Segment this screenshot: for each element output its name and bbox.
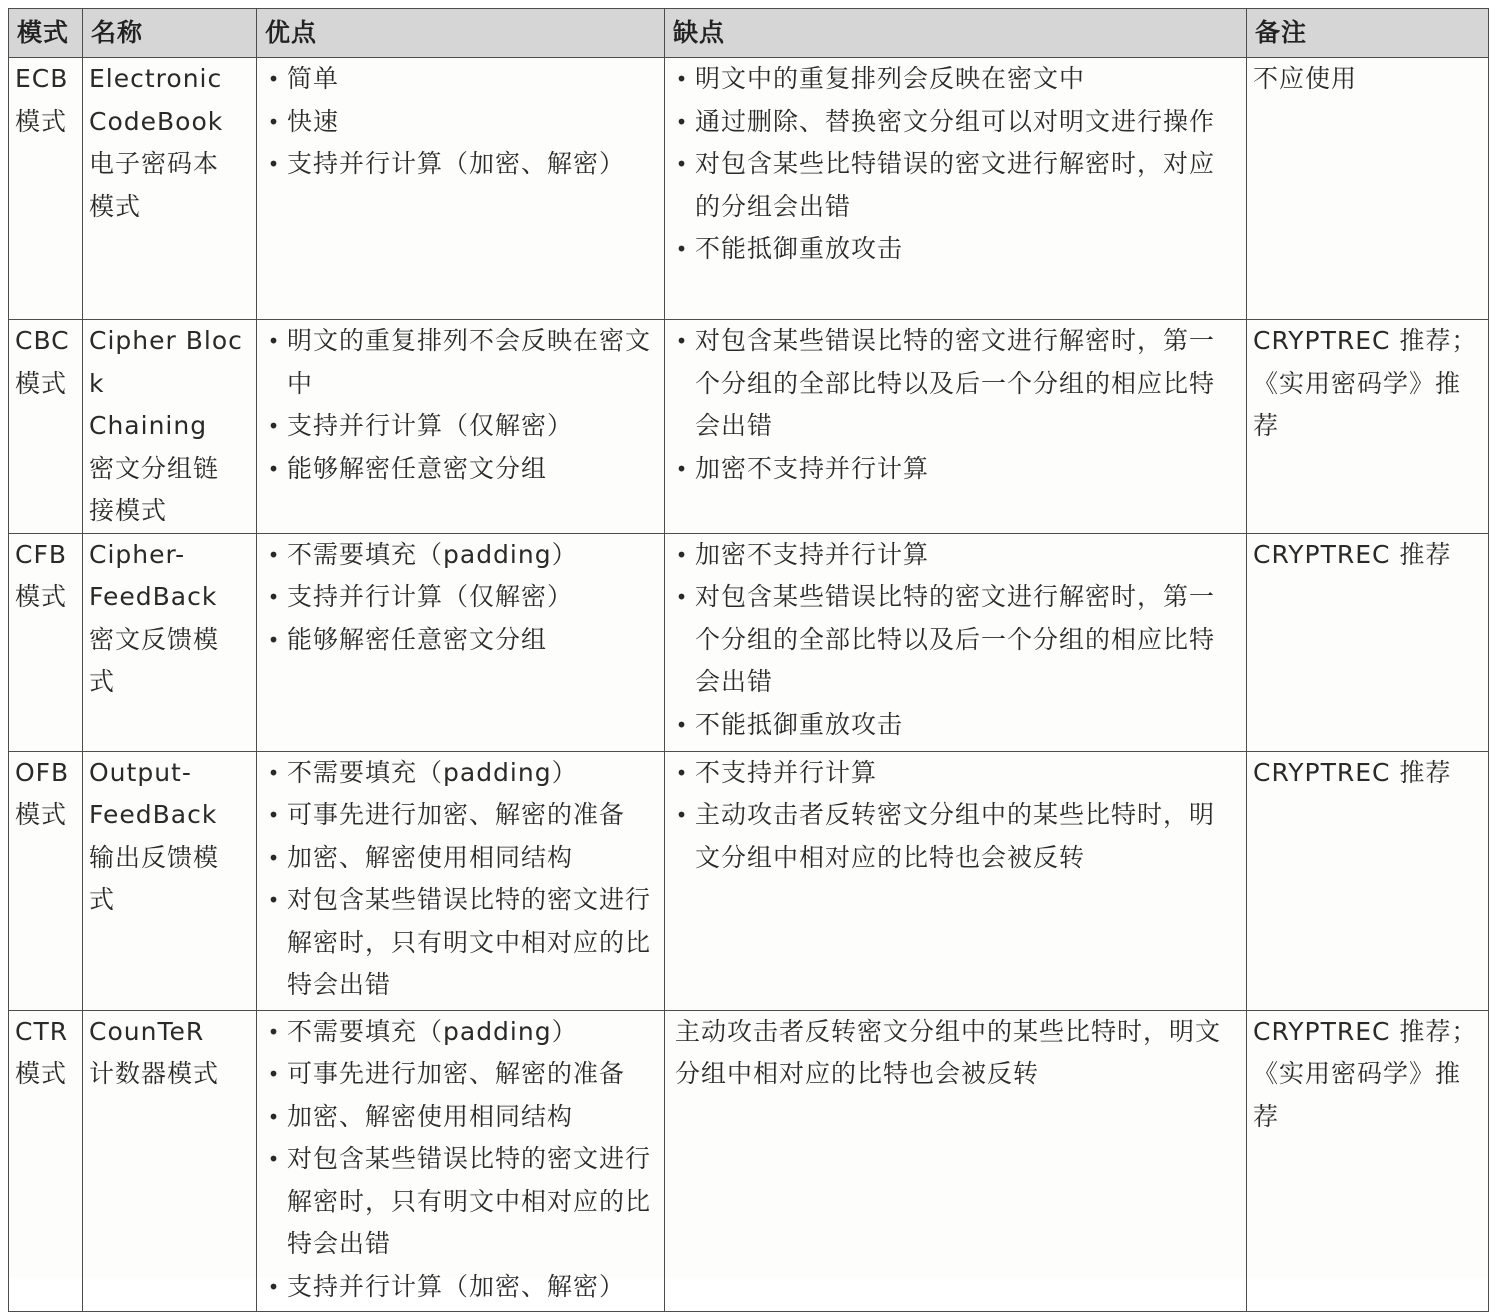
mode-cell (9, 320, 83, 534)
bullet-icon: • (267, 627, 281, 652)
mode-suffix: 模式 (15, 106, 68, 136)
bullet-icon: • (267, 760, 281, 785)
name-line: 式 (89, 667, 116, 696)
bullet-icon: • (267, 67, 281, 91)
cons-cell (665, 320, 1247, 534)
header-cons: 缺点 (665, 9, 1247, 58)
bullet-icon: • (675, 237, 689, 261)
name-line: 模式 (89, 191, 142, 221)
mode-suffix: 模式 (15, 800, 68, 829)
name-line: CodeBook (89, 106, 224, 136)
cons-item: • 不能抵御重放攻击 (671, 228, 1240, 271)
name-line: 输出反馈模 (89, 842, 220, 872)
mode-code: CBC (15, 326, 70, 355)
name-line: Output- (89, 757, 192, 787)
pros-item: • 支持并行计算（仅解密） (263, 576, 658, 619)
block-cipher-modes-table (8, 8, 1489, 1312)
pros-item: • 可事先进行加密、解密的准备 (263, 1053, 658, 1096)
table-row-ctr (9, 1010, 1489, 1311)
cons-item: • 不支持并行计算 (671, 752, 1240, 795)
bullet-icon: • (267, 414, 281, 438)
mode-suffix: 模式 (15, 368, 68, 398)
bullet-icon: • (267, 845, 281, 870)
pros-item: • 简单 (263, 58, 658, 101)
bullet-icon: • (675, 712, 689, 737)
note-cell: CRYPTREC 推荐 (1247, 751, 1489, 1010)
bullet-icon: • (267, 1019, 281, 1044)
pros-cell (257, 58, 665, 320)
bullet-icon: • (267, 1062, 281, 1086)
mode-code: ECB (15, 64, 69, 93)
cons-cell: 主动攻击者反转密文分组中的某些比特时，明文分组中相对应的比特也会被反转 (665, 1010, 1247, 1311)
table-row-ecb (9, 58, 1489, 320)
pros-item: • 加密、解密使用相同结构 (263, 1096, 658, 1139)
pros-item: • 不需要填充（padding） (263, 534, 658, 577)
pros-item: • 对包含某些错误比特的密文进行解密时，只有明文中相对应的比特会出错 (263, 1138, 658, 1266)
cons-list (671, 58, 1240, 271)
cons-item: • 加密不支持并行计算 (671, 534, 1240, 577)
name-cell (83, 320, 257, 534)
pros-item: • 支持并行计算（加密、解密） (263, 1266, 658, 1309)
table-row-cbc (9, 320, 1489, 534)
mode-cell (9, 1010, 83, 1311)
bullet-icon: • (267, 329, 281, 353)
header-note: 备注 (1247, 9, 1489, 58)
name-cell (83, 751, 257, 1010)
pros-item: • 能够解密任意密文分组 (263, 448, 658, 491)
cons-item: • 加密不支持并行计算 (671, 448, 1240, 491)
bullet-icon: • (267, 1147, 281, 1171)
cons-cell (665, 533, 1247, 751)
name-line: 式 (89, 885, 116, 914)
mode-code: CFB (15, 539, 67, 569)
pros-list (263, 320, 658, 490)
pros-item: • 不需要填充（padding） (263, 1011, 658, 1054)
name-line: Chaining (89, 411, 208, 440)
cons-list (671, 320, 1240, 490)
bullet-icon: • (675, 542, 689, 567)
name-line: Cipher- (89, 539, 186, 569)
pros-cell (257, 751, 665, 1010)
name-line: Cipher Block (89, 326, 243, 398)
mode-cell (9, 751, 83, 1010)
cons-cell (665, 751, 1247, 1010)
name-line: 密文分组链 (89, 453, 220, 483)
bullet-icon: • (267, 152, 281, 176)
cons-item: • 对包含某些错误比特的密文进行解密时，第一个分组的全部比特以及后一个分组的相应比特会出错 (671, 320, 1240, 448)
name-line: 接模式 (89, 496, 168, 525)
name-cell (83, 58, 257, 320)
pros-item: • 快速 (263, 101, 658, 144)
header-mode: 模式 (9, 9, 83, 58)
cons-item: • 明文中的重复排列会反映在密文中 (671, 58, 1240, 101)
name-cell (83, 1010, 257, 1311)
table-row-cfb (9, 533, 1489, 751)
bullet-icon: • (675, 803, 689, 827)
cons-cell (665, 58, 1247, 320)
pros-item: • 对包含某些错误比特的密文进行解密时，只有明文中相对应的比特会出错 (263, 879, 658, 1007)
cons-item: • 不能抵御重放攻击 (671, 704, 1240, 747)
pros-cell (257, 533, 665, 751)
note-cell: CRYPTREC 推荐；《实用密码学》推荐 (1247, 1010, 1489, 1311)
cons-list (671, 534, 1240, 747)
name-line: 密文反馈模 (89, 624, 220, 654)
bullet-icon: • (675, 760, 689, 785)
mode-suffix: 模式 (15, 582, 68, 611)
note-cell: CRYPTREC 推荐；《实用密码学》推荐 (1247, 320, 1489, 534)
bullet-icon: • (267, 109, 281, 134)
pros-list (263, 534, 658, 662)
name-line: FeedBack (89, 800, 218, 829)
pros-list (263, 752, 658, 1007)
bullet-icon: • (267, 542, 281, 567)
mode-cell (9, 533, 83, 751)
pros-item: • 不需要填充（padding） (263, 752, 658, 795)
name-line: FeedBack (89, 582, 218, 611)
pros-item: • 加密、解密使用相同结构 (263, 837, 658, 880)
pros-item: • 支持并行计算（加密、解密） (263, 143, 658, 186)
bullet-icon: • (675, 456, 689, 481)
bullet-icon: • (267, 1104, 281, 1129)
mode-suffix: 模式 (15, 1059, 68, 1088)
pros-item: • 能够解密任意密文分组 (263, 619, 658, 662)
pros-list (263, 1011, 658, 1309)
bullet-icon: • (675, 109, 689, 134)
header-pros: 优点 (257, 9, 665, 58)
bullet-icon: • (267, 456, 281, 481)
cons-item: • 主动攻击者反转密文分组中的某些比特时，明文分组中相对应的比特也会被反转 (671, 794, 1240, 879)
cons-item: • 对包含某些错误比特的密文进行解密时，第一个分组的全部比特以及后一个分组的相应比特会出错 (671, 576, 1240, 704)
name-line: 电子密码本 (89, 149, 220, 178)
cons-item: • 通过删除、替换密文分组可以对明文进行操作 (671, 101, 1240, 144)
cons-item: • 对包含某些比特错误的密文进行解密时，对应的分组会出错 (671, 143, 1240, 228)
pros-cell (257, 320, 665, 534)
header-row (9, 9, 1489, 58)
name-cell (83, 533, 257, 751)
bullet-icon: • (267, 585, 281, 609)
pros-cell (257, 1010, 665, 1311)
name-line: Electronic (89, 64, 223, 93)
mode-code: CTR (15, 1016, 69, 1046)
pros-item: • 可事先进行加密、解密的准备 (263, 794, 658, 837)
pros-item: • 明文的重复排列不会反映在密文中 (263, 320, 658, 405)
note-cell: CRYPTREC 推荐 (1247, 533, 1489, 751)
bullet-icon: • (267, 803, 281, 827)
bullet-icon: • (675, 152, 689, 176)
name-line: 计数器模式 (89, 1059, 220, 1088)
mode-cell (9, 58, 83, 320)
note-cell: 不应使用 (1247, 58, 1489, 320)
bullet-icon: • (675, 329, 689, 353)
bullet-icon: • (267, 888, 281, 912)
bullet-icon: • (267, 1274, 281, 1299)
document-page (8, 8, 1488, 1301)
pros-item: • 支持并行计算（仅解密） (263, 405, 658, 448)
pros-list (263, 58, 658, 186)
header-name: 名称 (83, 9, 257, 58)
bullet-icon: • (675, 67, 689, 91)
table-row-ofb (9, 751, 1489, 1010)
cons-list (671, 752, 1240, 880)
name-line: CounTeR (89, 1016, 205, 1046)
mode-code: OFB (15, 757, 70, 787)
bullet-icon: • (675, 585, 689, 609)
